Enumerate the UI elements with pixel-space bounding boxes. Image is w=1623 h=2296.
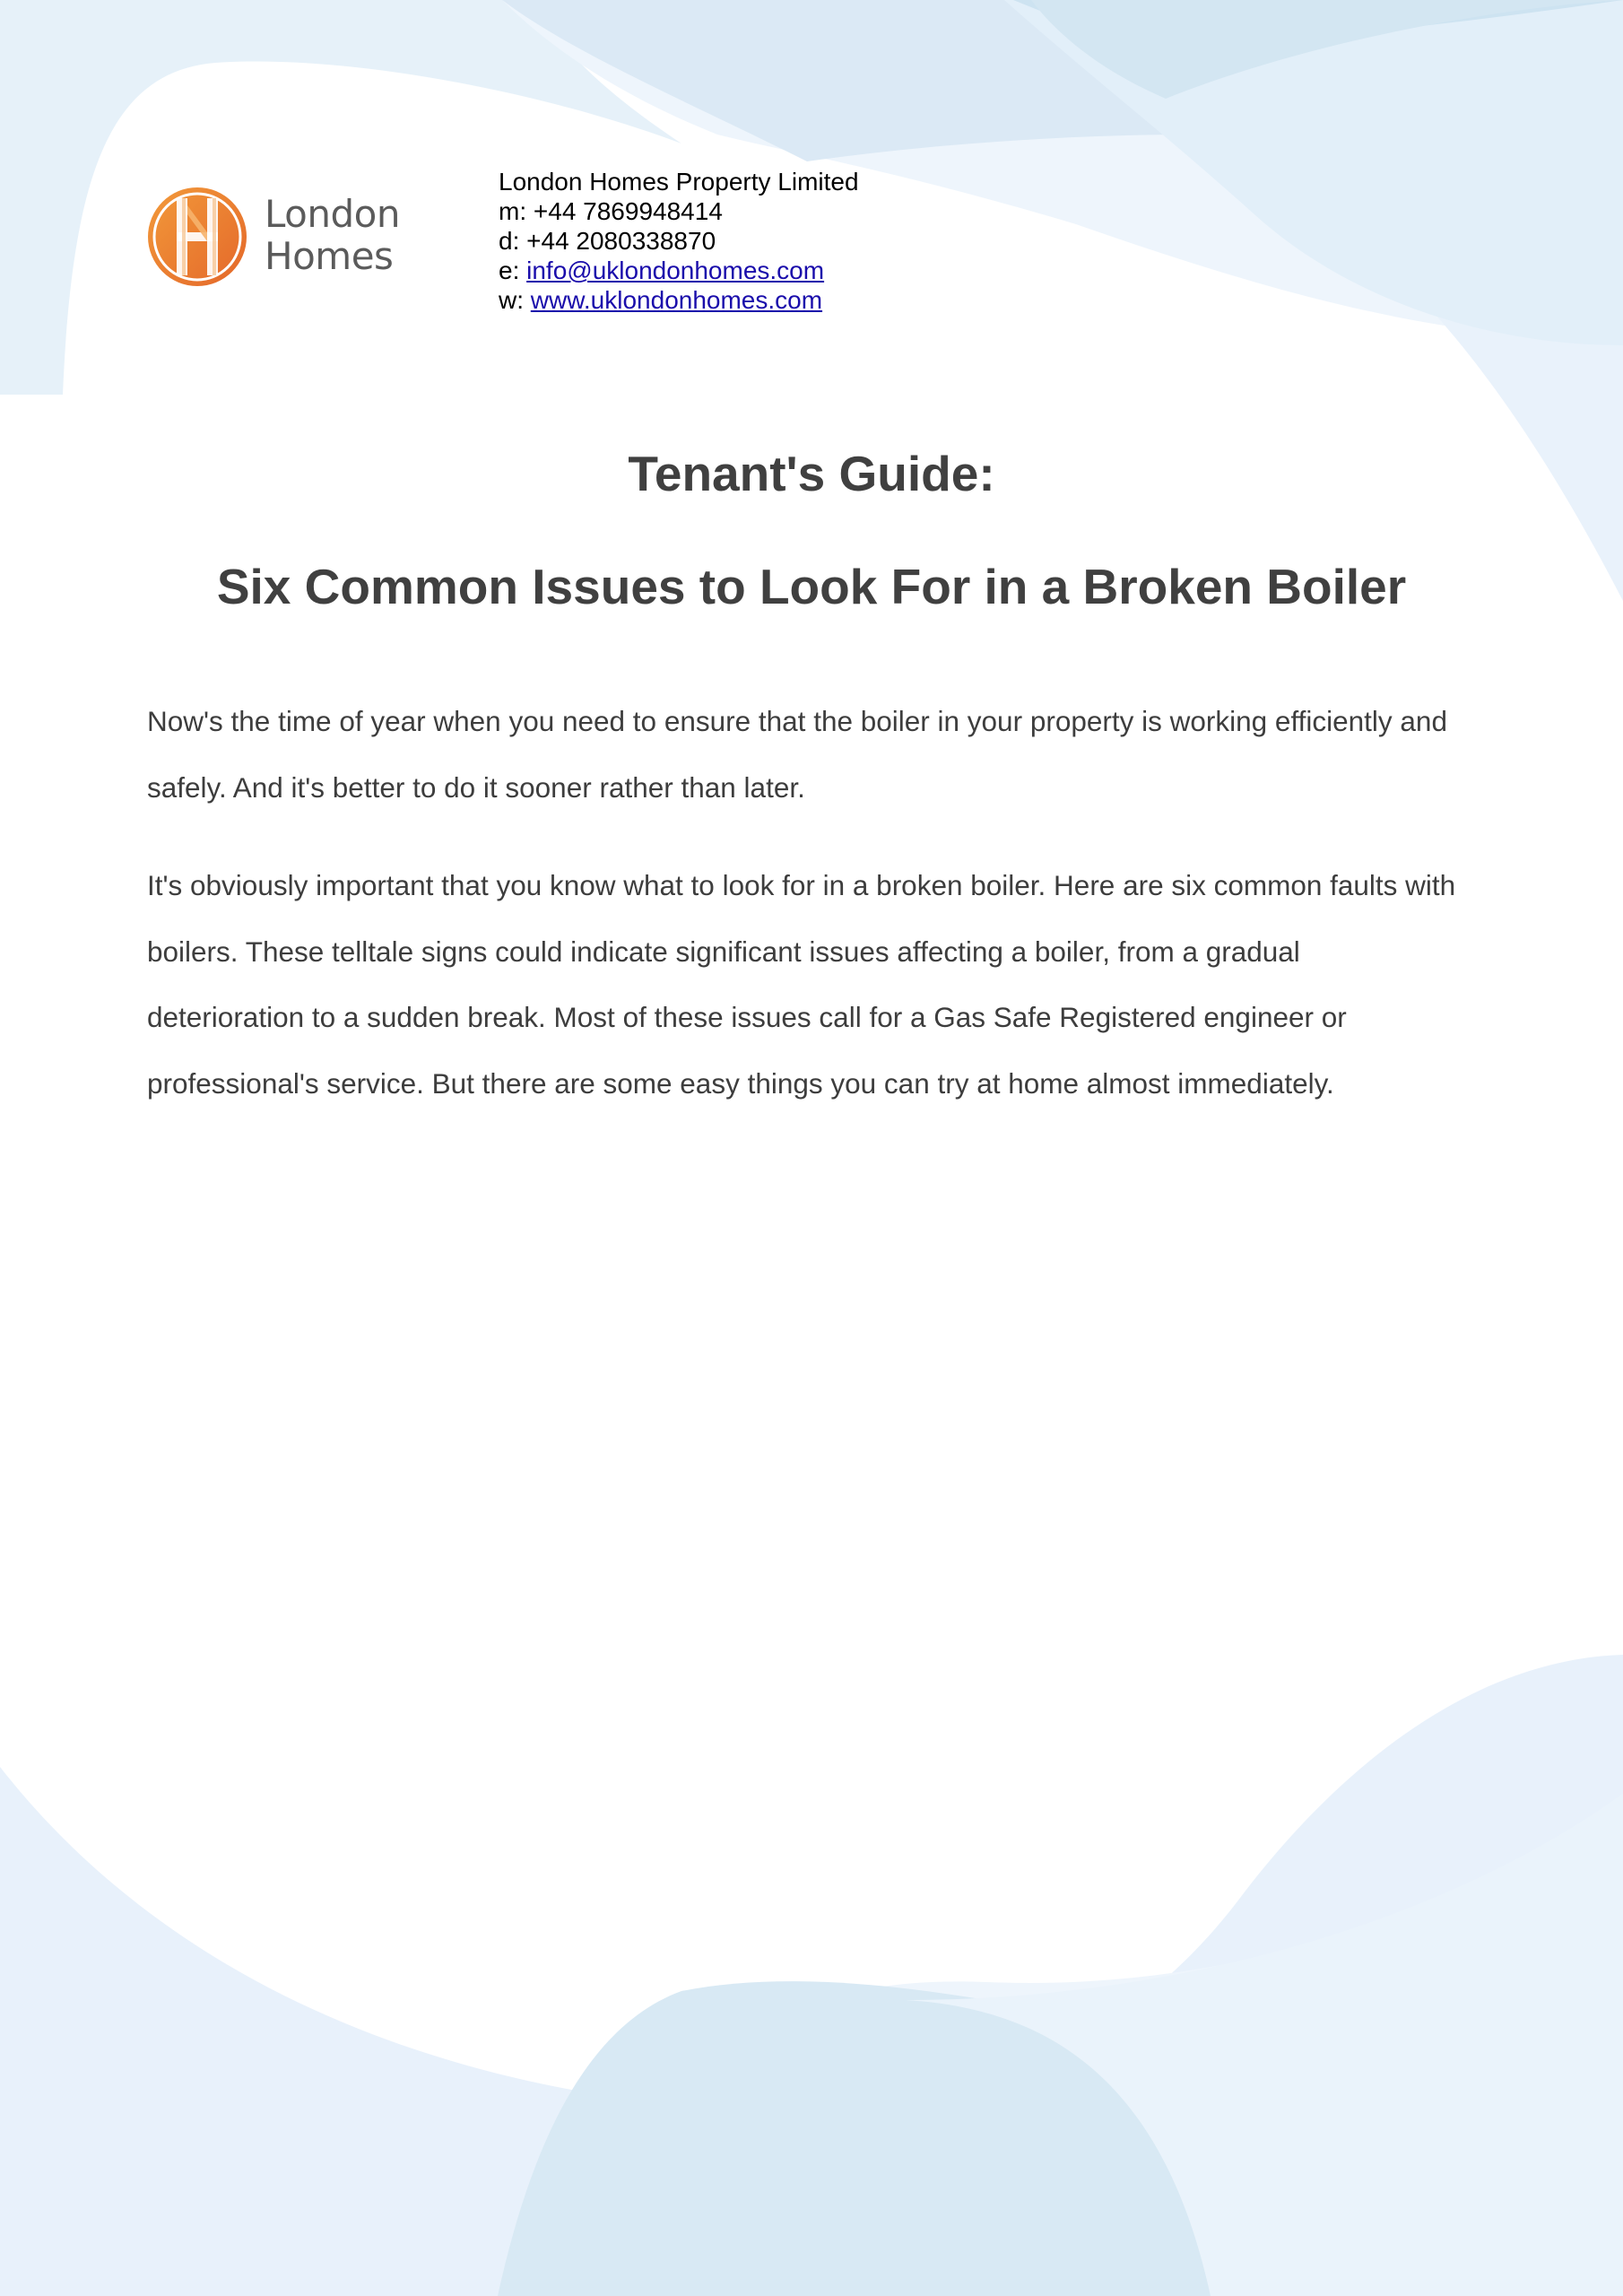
company-logo <box>146 184 406 290</box>
contact-block <box>499 167 859 315</box>
faults-paragraph <box>147 853 1483 1117</box>
direct-label: d: <box>499 227 527 255</box>
logo-line-2: Homes <box>265 234 394 278</box>
website-link[interactable]: www.uklondonhomes.com <box>530 286 823 314</box>
mobile-line <box>499 196 859 226</box>
email-label: e: <box>499 257 527 284</box>
mobile-number: +44 7869948414 <box>533 197 723 225</box>
mobile-label: m: <box>499 197 534 225</box>
london-homes-logo-icon <box>146 186 248 288</box>
logo-wordmark <box>265 193 400 277</box>
intro-paragraph <box>147 689 1483 821</box>
direct-number: +44 2080338870 <box>526 227 716 255</box>
paragraph-line: deterioration to a sudden break. Most of these issues call for a Gas Safe Registered engineer or <box>147 1001 1347 1033</box>
web-line <box>499 285 859 315</box>
guide-subtitle: Six Common Issues to Look For in a Broken Boiler <box>216 559 1407 614</box>
company-name: London Homes Property Limited <box>499 168 859 196</box>
paragraph-line: safely. And it's better to do it sooner rather than later. <box>147 770 805 804</box>
guide-title: Tenant's Guide: <box>628 446 995 501</box>
paragraph-line: boilers. These telltale signs could indicate significant issues affecting a boiler, from a gradual <box>147 935 1300 968</box>
paragraph-line: professional's service. But there are some easy things you can try at home almost immediately. <box>147 1066 1334 1100</box>
email-link[interactable]: info@uklondonhomes.com <box>526 257 825 284</box>
logo-line-1: London <box>265 192 400 236</box>
email-line <box>499 256 859 285</box>
paragraph-line: Now's the time of year when you need to ensure that the boiler in your property is working efficiently and <box>147 705 1447 737</box>
paragraph-line: It's obviously important that you know what to look for in a broken boiler. Here are six common faults with <box>147 869 1456 901</box>
web-label: w: <box>499 286 531 314</box>
direct-line <box>499 226 859 256</box>
